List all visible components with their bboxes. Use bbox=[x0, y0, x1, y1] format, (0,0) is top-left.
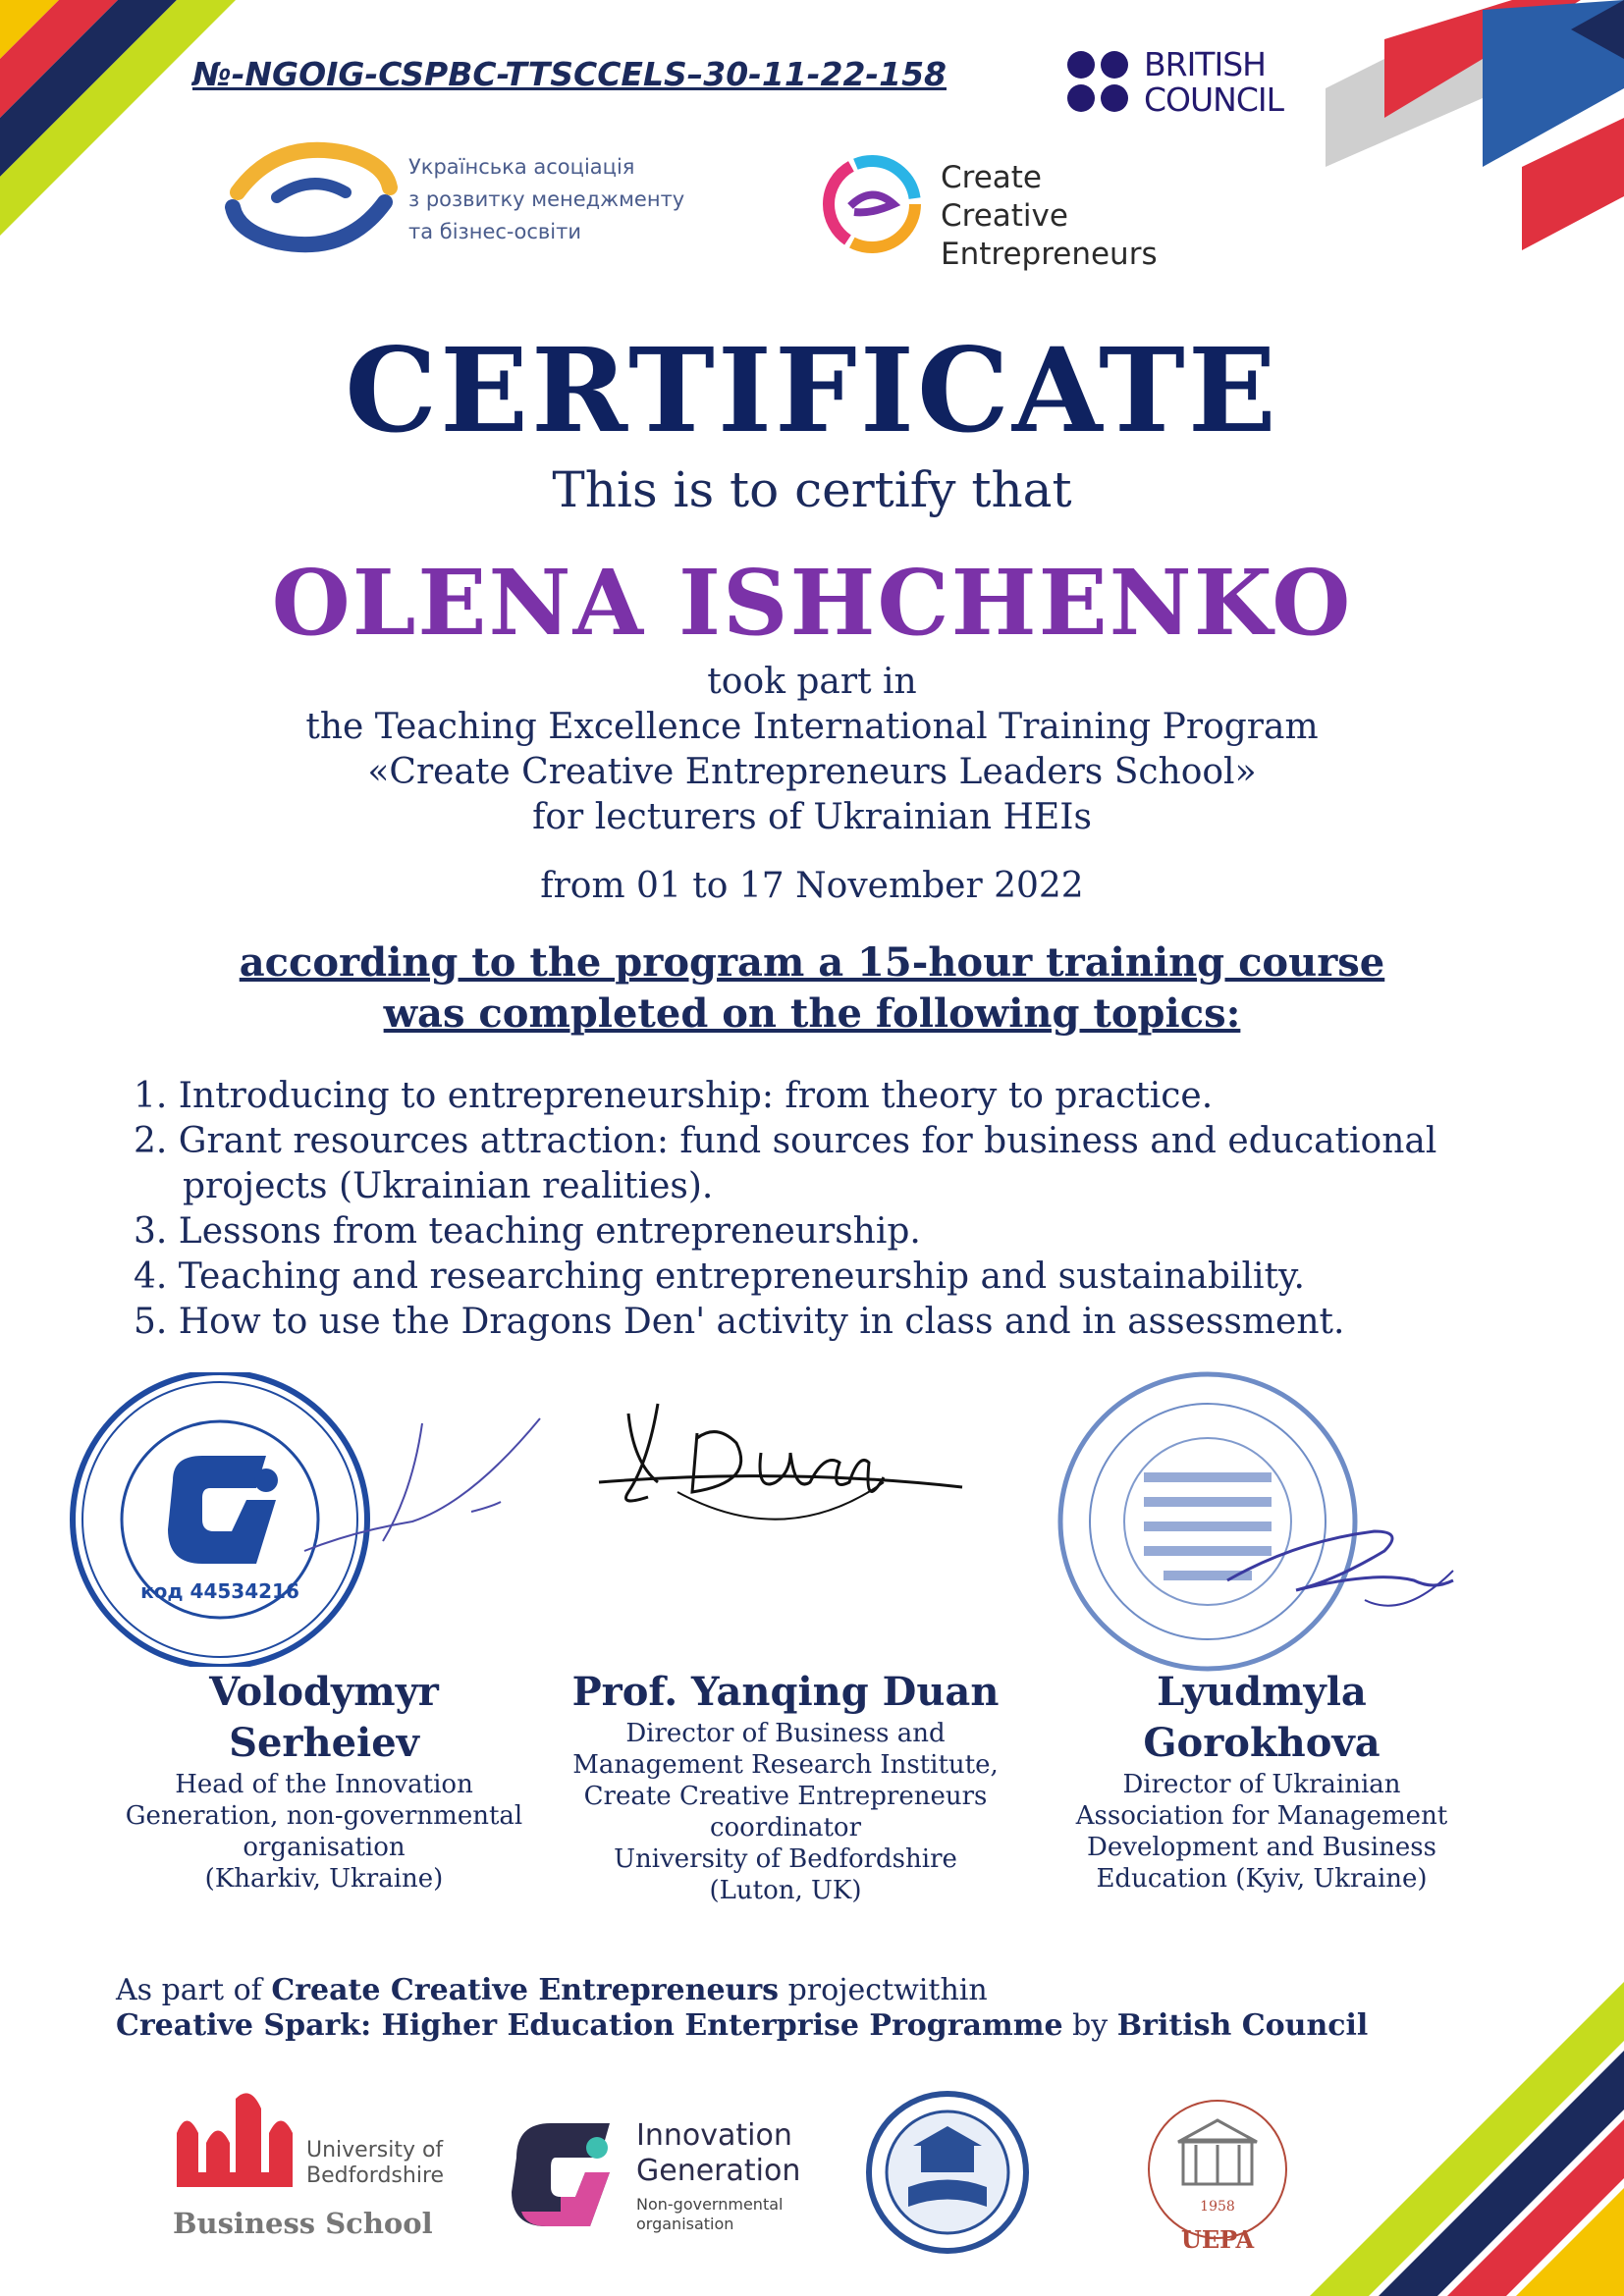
ig-emblem-icon bbox=[507, 2118, 617, 2232]
signatory-role-line: (Luton, UK) bbox=[709, 1876, 862, 1905]
program-line-4: for lecturers of Ukrainian HEIs bbox=[532, 797, 1092, 837]
signatory-duan bbox=[550, 1667, 1021, 1906]
uepa-abbr: UEPA bbox=[1180, 2225, 1255, 2254]
uamb-line-2: з розвитку менеджменту bbox=[408, 187, 685, 211]
create-creative-entrepreneurs-logo bbox=[811, 135, 1184, 273]
program-line-3: «Create Creative Entrepreneurs Leaders School» bbox=[367, 752, 1257, 792]
uepa-emblem-icon bbox=[1129, 2091, 1306, 2258]
signatory-role-line: (Kharkiv, Ukraine) bbox=[204, 1864, 444, 1894]
program-description bbox=[0, 660, 1624, 840]
signatory-name-line: Prof. Yanqing Duan bbox=[571, 1669, 1000, 1715]
british-council-logo bbox=[1065, 47, 1311, 118]
topic-item: 2. Grant resources attraction: fund sources for business and educational projects (Ukrainian realities). bbox=[134, 1121, 1437, 1206]
signatory-role-line: Head of the Innovation bbox=[175, 1770, 473, 1799]
top-left-corner-stripes bbox=[0, 0, 255, 236]
signatory-role-line: Create Creative Entrepreneurs bbox=[583, 1782, 988, 1811]
signatory-role-line: Association for Management bbox=[1075, 1801, 1448, 1831]
signatory-role-line: Director of Business and bbox=[625, 1719, 946, 1748]
signatory-role-line: coordinator bbox=[709, 1813, 862, 1842]
signatory-gorokhova bbox=[1041, 1667, 1483, 1895]
certificate-number: №-NGOIG-CSPBC-TTSCCELS–30-11-22-158 bbox=[192, 55, 947, 93]
kharkiv-university-seal bbox=[864, 2089, 1031, 2256]
uepa-logo bbox=[1129, 2091, 1306, 2258]
statement-prefix: As part of bbox=[116, 1973, 272, 2007]
signatory-role-line: organisation bbox=[243, 1833, 406, 1862]
uamb-line-3: та бізнес-освіти bbox=[408, 220, 581, 243]
program-line-2: the Teaching Excellence International Training Program bbox=[305, 707, 1319, 747]
signatory-name-line: Lyudmyla bbox=[1157, 1669, 1367, 1715]
signatory-serheiev bbox=[98, 1667, 550, 1895]
course-heading-line-2: was completed on the following topics: bbox=[383, 990, 1241, 1037]
program-dates: from 01 to 17 November 2022 bbox=[540, 866, 1084, 906]
serheiev-signature bbox=[295, 1414, 550, 1561]
certify-text: This is to certify that bbox=[552, 461, 1072, 518]
innovation-generation-logo bbox=[507, 2118, 801, 2236]
signatory-role-line: Education (Kyiv, Ukraine) bbox=[1096, 1864, 1428, 1894]
signatory-name-line: Gorokhova bbox=[1143, 1720, 1380, 1766]
topics-list bbox=[134, 1074, 1547, 1345]
signatory-name-line: Serheiev bbox=[229, 1720, 419, 1766]
uob-emblem-icon bbox=[167, 2089, 304, 2197]
statement-british-council: British Council bbox=[1116, 2008, 1369, 2043]
certificate-title: CERTIFICATE bbox=[345, 322, 1279, 458]
signatory-name-line: Volodymyr bbox=[209, 1669, 439, 1715]
uob-line-2: Bedfordshire bbox=[306, 2163, 445, 2188]
uamb-swirl-icon bbox=[218, 133, 405, 261]
stamp-code: код 44534216 bbox=[140, 1579, 299, 1603]
topic-item: 1. Introducing to entrepreneurship: from theory to practice. bbox=[134, 1076, 1214, 1116]
statement-project: Create Creative Entrepreneurs bbox=[271, 1973, 780, 2007]
course-heading bbox=[0, 937, 1624, 1040]
topic-item: 5. How to use the Dragons Den' activity in class and in assessment. bbox=[134, 1302, 1345, 1342]
ig-line-2: Generation bbox=[636, 2154, 801, 2188]
cce-line-3: Entrepreneurs bbox=[941, 237, 1158, 272]
statement-programme: Creative Spark: Higher Education Enterprise Programme bbox=[116, 2008, 1063, 2043]
duan-signature bbox=[589, 1384, 972, 1551]
cce-line-2: Creative bbox=[941, 198, 1068, 234]
bc-logo-line-1: BRITISH bbox=[1144, 45, 1266, 83]
project-statement bbox=[116, 1973, 1368, 2044]
statement-by: by bbox=[1062, 2008, 1117, 2043]
cce-swirl-icon bbox=[811, 135, 934, 273]
uepa-year: 1958 bbox=[1200, 2199, 1235, 2215]
cce-line-1: Create bbox=[941, 160, 1043, 195]
gorokhova-signature bbox=[1218, 1502, 1463, 1649]
topic-item: 4. Teaching and researching entrepreneurship and sustainability. bbox=[134, 1256, 1305, 1297]
program-line-1: took part in bbox=[707, 662, 917, 702]
top-right-decorative-shapes bbox=[1326, 0, 1624, 255]
course-heading-line-1: according to the program a 15-hour training course bbox=[239, 939, 1385, 986]
signatory-role-line: Management Research Institute, bbox=[572, 1750, 999, 1780]
recipient-name: OLENA ISHCHENKO bbox=[271, 550, 1353, 656]
ig-sub-line-2: organisation bbox=[636, 2215, 734, 2233]
topic-item: 3. Lessons from teaching entrepreneurship. bbox=[134, 1211, 921, 1252]
signatory-role-line: University of Bedfordshire bbox=[614, 1844, 957, 1874]
signatory-role-line: Generation, non-governmental bbox=[125, 1801, 523, 1831]
university-of-bedfordshire-logo bbox=[167, 2089, 461, 2246]
bc-logo-line-2: COUNCIL bbox=[1144, 80, 1284, 119]
ig-line-1: Innovation bbox=[636, 2118, 792, 2153]
ig-sub-line-1: Non-governmental bbox=[636, 2195, 784, 2214]
signatory-role-line: Development and Business bbox=[1087, 1833, 1436, 1862]
uamb-line-1: Українська асоціація bbox=[408, 155, 635, 179]
signatory-role-line: Director of Ukrainian bbox=[1122, 1770, 1401, 1799]
uamb-logo bbox=[218, 133, 689, 261]
uob-line-1: University of bbox=[306, 2138, 444, 2163]
statement-suffix: projectwithin bbox=[779, 1973, 988, 2007]
uob-school: Business School bbox=[173, 2207, 433, 2240]
